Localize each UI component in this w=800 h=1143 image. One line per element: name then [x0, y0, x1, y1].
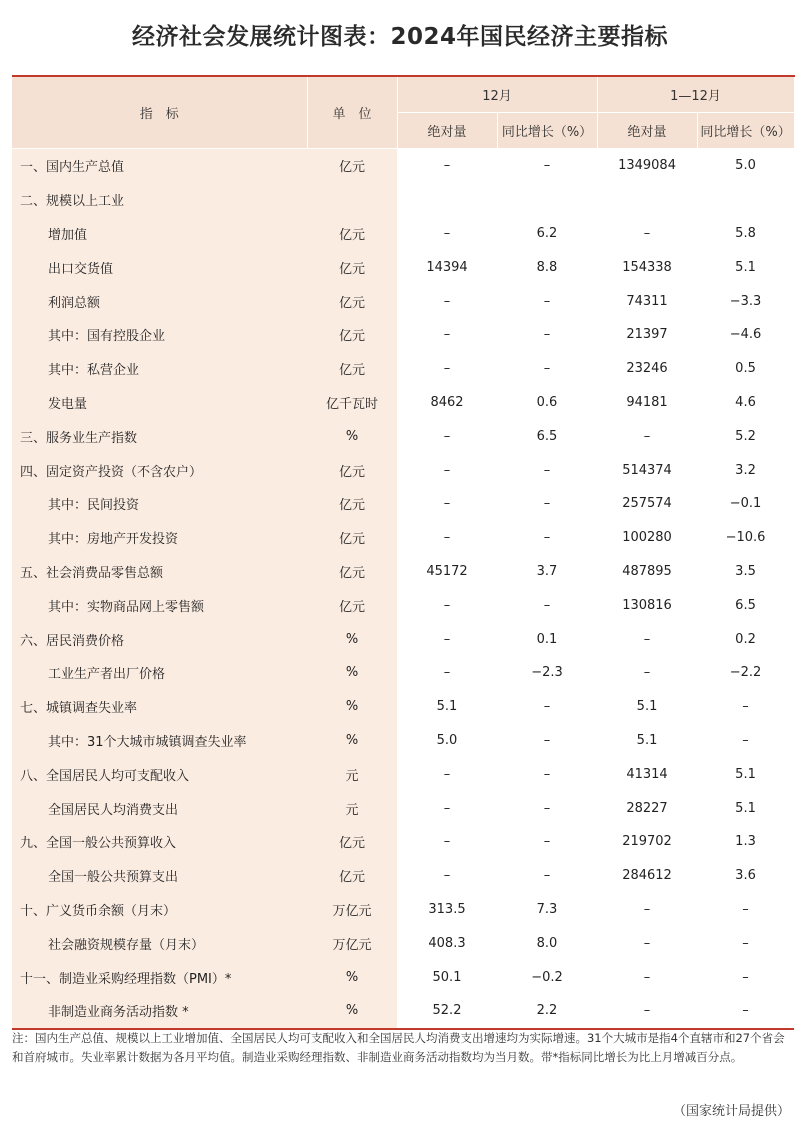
row-unit: 元 — [307, 791, 397, 825]
row-ytd-yoy: – — [697, 690, 794, 724]
row-ytd-yoy: −10.6 — [697, 521, 794, 555]
row-indicator-name: 其中：房地产开发投资 — [12, 521, 307, 555]
row-ytd-absolute: 219702 — [597, 825, 697, 859]
table-row — [12, 622, 794, 656]
table-row — [12, 893, 794, 927]
row-indicator-name: 二、规模以上工业 — [12, 183, 307, 217]
row-ytd-absolute: 94181 — [597, 386, 697, 420]
row-ytd-yoy: 4.6 — [697, 386, 794, 420]
row-unit: 亿元 — [307, 453, 397, 487]
row-indicator-name: 十一、制造业采购经理指数（PMI）* — [12, 960, 307, 994]
row-dec-yoy: – — [497, 724, 597, 758]
row-unit: 亿元 — [307, 521, 397, 555]
header-unit: 单 位 — [307, 76, 397, 149]
header-ytd-absolute: 绝对量 — [597, 113, 697, 149]
row-ytd-absolute: 23246 — [597, 352, 697, 386]
row-dec-absolute: 14394 — [397, 250, 497, 284]
table-row — [12, 419, 794, 453]
row-indicator-name: 发电量 — [12, 386, 307, 420]
row-ytd-yoy: 5.1 — [697, 757, 794, 791]
row-ytd-yoy: 0.5 — [697, 352, 794, 386]
row-ytd-yoy: 3.6 — [697, 859, 794, 893]
row-unit: 亿元 — [307, 487, 397, 521]
row-ytd-yoy: 0.2 — [697, 622, 794, 656]
row-unit: % — [307, 419, 397, 453]
table-row — [12, 453, 794, 487]
row-unit: % — [307, 994, 397, 1029]
table-row — [12, 284, 794, 318]
row-dec-absolute: – — [397, 622, 497, 656]
row-dec-yoy: – — [497, 791, 597, 825]
row-dec-absolute: – — [397, 318, 497, 352]
row-indicator-name: 其中：国有控股企业 — [12, 318, 307, 352]
row-dec-yoy: – — [497, 284, 597, 318]
row-unit: 亿元 — [307, 352, 397, 386]
row-dec-yoy: – — [497, 318, 597, 352]
row-dec-yoy: – — [497, 149, 597, 183]
row-ytd-absolute: 154338 — [597, 250, 697, 284]
row-ytd-yoy: 6.5 — [697, 588, 794, 622]
row-dec-absolute: – — [397, 149, 497, 183]
row-dec-absolute: 313.5 — [397, 893, 497, 927]
row-dec-absolute: – — [397, 859, 497, 893]
row-ytd-yoy: – — [697, 960, 794, 994]
row-unit: 万亿元 — [307, 926, 397, 960]
row-ytd-absolute: 257574 — [597, 487, 697, 521]
row-ytd-yoy: −4.6 — [697, 318, 794, 352]
row-ytd-yoy: −0.1 — [697, 487, 794, 521]
row-unit: % — [307, 690, 397, 724]
header-dec-yoy: 同比增长（%） — [497, 113, 597, 149]
row-ytd-absolute: 1349084 — [597, 149, 697, 183]
row-ytd-absolute: 74311 — [597, 284, 697, 318]
row-dec-yoy: 0.6 — [497, 386, 597, 420]
table-body — [12, 149, 794, 1029]
row-unit: 元 — [307, 757, 397, 791]
row-dec-absolute: – — [397, 352, 497, 386]
row-ytd-absolute: 514374 — [597, 453, 697, 487]
row-ytd-absolute: 100280 — [597, 521, 697, 555]
row-dec-yoy: – — [497, 690, 597, 724]
row-unit: 亿元 — [307, 859, 397, 893]
table-row — [12, 791, 794, 825]
table-row — [12, 960, 794, 994]
row-dec-yoy: – — [497, 521, 597, 555]
row-indicator-name: 四、固定资产投资（不含农户） — [12, 453, 307, 487]
row-ytd-yoy — [697, 183, 794, 217]
row-dec-yoy: 3.7 — [497, 555, 597, 589]
table-row — [12, 386, 794, 420]
page-title: 经济社会发展统计图表：2024年国民经济主要指标 — [131, 24, 668, 50]
row-dec-yoy: 8.0 — [497, 926, 597, 960]
row-ytd-absolute: 28227 — [597, 791, 697, 825]
row-unit: 亿元 — [307, 250, 397, 284]
row-unit: 亿元 — [307, 588, 397, 622]
row-ytd-yoy: 3.5 — [697, 555, 794, 589]
row-ytd-yoy: 5.0 — [697, 149, 794, 183]
row-indicator-name: 其中：私营企业 — [12, 352, 307, 386]
indicator-table — [12, 75, 795, 1030]
row-indicator-name: 非制造业商务活动指数 * — [12, 994, 307, 1029]
row-dec-yoy: – — [497, 859, 597, 893]
row-ytd-absolute: 5.1 — [597, 724, 697, 758]
table-row — [12, 724, 794, 758]
row-unit: 万亿元 — [307, 893, 397, 927]
row-ytd-yoy: – — [697, 994, 794, 1029]
row-unit: 亿元 — [307, 284, 397, 318]
row-unit: 亿元 — [307, 149, 397, 183]
row-indicator-name: 九、全国一般公共预算收入 — [12, 825, 307, 859]
table-row — [12, 149, 794, 183]
row-ytd-absolute: – — [597, 960, 697, 994]
table-row — [12, 757, 794, 791]
row-indicator-name: 出口交货值 — [12, 250, 307, 284]
row-ytd-yoy: 5.2 — [697, 419, 794, 453]
row-dec-absolute: – — [397, 588, 497, 622]
row-ytd-absolute: 487895 — [597, 555, 697, 589]
row-dec-yoy: – — [497, 352, 597, 386]
row-dec-yoy: −2.3 — [497, 656, 597, 690]
row-ytd-absolute: – — [597, 656, 697, 690]
row-dec-absolute — [397, 183, 497, 217]
row-dec-yoy: 6.5 — [497, 419, 597, 453]
row-ytd-yoy: 5.1 — [697, 791, 794, 825]
row-indicator-name: 其中：民间投资 — [12, 487, 307, 521]
row-ytd-yoy: 5.1 — [697, 250, 794, 284]
header-jan-dec: 1—12月 — [597, 76, 794, 113]
row-dec-absolute: – — [397, 757, 497, 791]
row-dec-absolute: 408.3 — [397, 926, 497, 960]
row-dec-absolute: 52.2 — [397, 994, 497, 1029]
row-ytd-yoy: – — [697, 926, 794, 960]
row-unit: 亿元 — [307, 555, 397, 589]
row-dec-yoy: 2.2 — [497, 994, 597, 1029]
row-indicator-name: 七、城镇调查失业率 — [12, 690, 307, 724]
row-dec-absolute: 5.0 — [397, 724, 497, 758]
row-indicator-name: 五、社会消费品零售总额 — [12, 555, 307, 589]
indicator-table-container — [12, 75, 794, 1030]
table-row — [12, 487, 794, 521]
row-ytd-absolute — [597, 183, 697, 217]
row-ytd-yoy: 1.3 — [697, 825, 794, 859]
row-unit: 亿元 — [307, 217, 397, 251]
row-dec-absolute: – — [397, 487, 497, 521]
row-dec-absolute: – — [397, 217, 497, 251]
table-row — [12, 825, 794, 859]
row-dec-absolute: – — [397, 521, 497, 555]
row-dec-absolute: 45172 — [397, 555, 497, 589]
source-credit: （国家统计局提供） — [672, 1104, 790, 1119]
row-unit: % — [307, 960, 397, 994]
row-dec-yoy: 7.3 — [497, 893, 597, 927]
row-unit: 亿元 — [307, 318, 397, 352]
row-indicator-name: 八、全国居民人均可支配收入 — [12, 757, 307, 791]
row-dec-absolute: – — [397, 453, 497, 487]
row-dec-yoy: – — [497, 757, 597, 791]
row-ytd-absolute: – — [597, 893, 697, 927]
row-indicator-name: 一、国内生产总值 — [12, 149, 307, 183]
row-unit: % — [307, 656, 397, 690]
row-ytd-yoy: −2.2 — [697, 656, 794, 690]
table-row — [12, 250, 794, 284]
row-dec-yoy: – — [497, 588, 597, 622]
footnote: 注：国内生产总值、规模以上工业增加值、全国居民人均可支配收入和全国居民人均消费支出增速均为实际增速。31个大城市是指4个直辖市和27个省会和首府城市。失业率累计数据为各月平均值。制造业采购经理指数、非制造业商务活动指数均为当月数。带*指标同比增长为比上月增减百分点。 — [12, 1031, 785, 1064]
row-ytd-absolute: – — [597, 926, 697, 960]
table-row — [12, 555, 794, 589]
row-dec-absolute: 8462 — [397, 386, 497, 420]
header-indicator: 指 标 — [12, 76, 307, 149]
row-dec-absolute: – — [397, 825, 497, 859]
header-dec-absolute: 绝对量 — [397, 113, 497, 149]
row-ytd-absolute: 41314 — [597, 757, 697, 791]
row-ytd-yoy: −3.3 — [697, 284, 794, 318]
row-unit: % — [307, 724, 397, 758]
row-unit: 亿元 — [307, 825, 397, 859]
row-dec-absolute: – — [397, 791, 497, 825]
table-row — [12, 521, 794, 555]
row-ytd-absolute: 21397 — [597, 318, 697, 352]
table-row — [12, 690, 794, 724]
row-ytd-yoy: – — [697, 893, 794, 927]
row-dec-absolute: – — [397, 656, 497, 690]
row-dec-yoy: −0.2 — [497, 960, 597, 994]
row-ytd-absolute: – — [597, 419, 697, 453]
table-row — [12, 183, 794, 217]
row-dec-absolute: 5.1 — [397, 690, 497, 724]
row-dec-yoy: – — [497, 487, 597, 521]
table-row — [12, 217, 794, 251]
row-indicator-name: 其中：实物商品网上零售额 — [12, 588, 307, 622]
table-row — [12, 656, 794, 690]
row-dec-yoy: 8.8 — [497, 250, 597, 284]
row-dec-yoy — [497, 183, 597, 217]
row-indicator-name: 全国一般公共预算支出 — [12, 859, 307, 893]
row-dec-yoy: 0.1 — [497, 622, 597, 656]
row-ytd-absolute: 130816 — [597, 588, 697, 622]
row-indicator-name: 全国居民人均消费支出 — [12, 791, 307, 825]
row-dec-yoy: – — [497, 825, 597, 859]
row-indicator-name: 利润总额 — [12, 284, 307, 318]
header-ytd-yoy: 同比增长（%） — [697, 113, 794, 149]
table-row — [12, 926, 794, 960]
row-ytd-absolute: – — [597, 994, 697, 1029]
row-dec-absolute: 50.1 — [397, 960, 497, 994]
row-ytd-absolute: – — [597, 217, 697, 251]
row-ytd-yoy: 5.8 — [697, 217, 794, 251]
row-dec-absolute: – — [397, 419, 497, 453]
table-row — [12, 352, 794, 386]
row-ytd-absolute: 5.1 — [597, 690, 697, 724]
row-indicator-name: 十、广义货币余额（月末） — [12, 893, 307, 927]
table-row — [12, 859, 794, 893]
row-indicator-name: 社会融资规模存量（月末） — [12, 926, 307, 960]
row-unit: 亿千瓦时 — [307, 386, 397, 420]
row-indicator-name: 六、居民消费价格 — [12, 622, 307, 656]
row-dec-yoy: – — [497, 453, 597, 487]
table-row — [12, 994, 794, 1029]
row-indicator-name: 增加值 — [12, 217, 307, 251]
row-ytd-absolute: – — [597, 622, 697, 656]
table-row — [12, 318, 794, 352]
header-december: 12月 — [397, 76, 597, 113]
row-indicator-name: 三、服务业生产指数 — [12, 419, 307, 453]
row-ytd-yoy: 3.2 — [697, 453, 794, 487]
row-indicator-name: 工业生产者出厂价格 — [12, 656, 307, 690]
row-unit: % — [307, 622, 397, 656]
table-row — [12, 588, 794, 622]
row-dec-absolute: – — [397, 284, 497, 318]
row-ytd-yoy: – — [697, 724, 794, 758]
row-dec-yoy: 6.2 — [497, 217, 597, 251]
row-indicator-name: 其中：31个大城市城镇调查失业率 — [12, 724, 307, 758]
row-unit — [307, 183, 397, 217]
row-ytd-absolute: 284612 — [597, 859, 697, 893]
